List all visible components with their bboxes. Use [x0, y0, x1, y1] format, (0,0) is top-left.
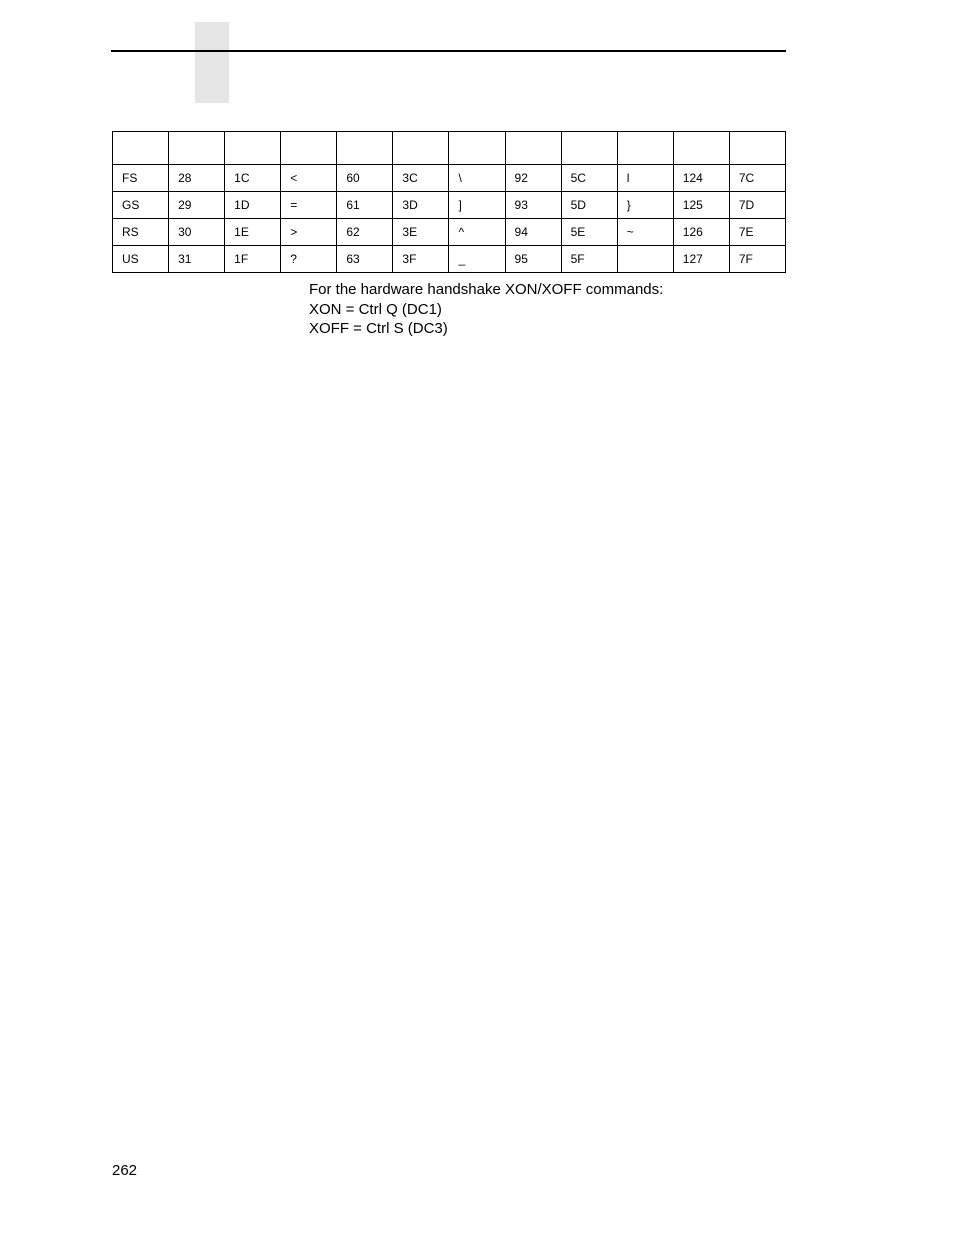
table-cell: 7D [729, 192, 785, 219]
table-cell: ^ [449, 219, 505, 246]
note-line-1: For the hardware handshake XON/XOFF commands: [309, 281, 664, 298]
table-header-cell [225, 132, 281, 165]
table-cell: ~ [617, 219, 673, 246]
table-row [113, 219, 786, 246]
table-header-cell [505, 132, 561, 165]
table-cell: \ [449, 165, 505, 192]
table-header-cell [673, 132, 729, 165]
table-row [113, 192, 786, 219]
table-cell: l [617, 165, 673, 192]
table-cell: 3D [393, 192, 449, 219]
table-cell: = [281, 192, 337, 219]
table-cell: 28 [169, 165, 225, 192]
table-cell: 31 [169, 246, 225, 273]
table-cell: 94 [505, 219, 561, 246]
table-cell: 1F [225, 246, 281, 273]
table-cell: 61 [337, 192, 393, 219]
table-cell: 29 [169, 192, 225, 219]
table-header-cell [561, 132, 617, 165]
table-cell: 3E [393, 219, 449, 246]
table-cell: 5F [561, 246, 617, 273]
table-header-cell [617, 132, 673, 165]
table-cell: 95 [505, 246, 561, 273]
table-cell: 124 [673, 165, 729, 192]
table-cell: RS [113, 219, 169, 246]
table-cell: 93 [505, 192, 561, 219]
table-cell: 63 [337, 246, 393, 273]
ascii-code-table [112, 131, 786, 273]
table-cell: 5E [561, 219, 617, 246]
table-cell: 1E [225, 219, 281, 246]
table-cell: 1D [225, 192, 281, 219]
table-cell: _ [449, 246, 505, 273]
table-header-cell [169, 132, 225, 165]
table-cell: 7F [729, 246, 785, 273]
table-cell: > [281, 219, 337, 246]
table-row [113, 165, 786, 192]
table-cell: 60 [337, 165, 393, 192]
table-cell: 92 [505, 165, 561, 192]
table-header-cell [449, 132, 505, 165]
table-header-cell [337, 132, 393, 165]
table-cell: 30 [169, 219, 225, 246]
table-row [113, 246, 786, 273]
page-number: 262 [112, 1162, 138, 1179]
table-header-cell [729, 132, 785, 165]
table-cell: 127 [673, 246, 729, 273]
table-cell: FS [113, 165, 169, 192]
table-cell: 1C [225, 165, 281, 192]
table-cell: 5C [561, 165, 617, 192]
table-cell: US [113, 246, 169, 273]
table-cell: 126 [673, 219, 729, 246]
table-cell: ] [449, 192, 505, 219]
note-line-3: XOFF = Ctrl S (DC3) [309, 320, 448, 337]
table-cell: 125 [673, 192, 729, 219]
chapter-tab-block [195, 22, 229, 103]
table-header-cell [393, 132, 449, 165]
table-header-cell [113, 132, 169, 165]
note-line-2: XON = Ctrl Q (DC1) [309, 300, 442, 318]
table-cell: < [281, 165, 337, 192]
header-rule [111, 50, 786, 52]
table-cell: 5D [561, 192, 617, 219]
table-cell: 62 [337, 219, 393, 246]
handshake-note [309, 280, 663, 339]
table-cell: 3C [393, 165, 449, 192]
table-cell: GS [113, 192, 169, 219]
table-cell: 3F [393, 246, 449, 273]
table-header-row [113, 132, 786, 165]
table-cell: 7E [729, 219, 785, 246]
table-header-cell [281, 132, 337, 165]
table-cell: } [617, 192, 673, 219]
table-cell: ? [281, 246, 337, 273]
table-cell [617, 246, 673, 273]
table-cell: 7C [729, 165, 785, 192]
